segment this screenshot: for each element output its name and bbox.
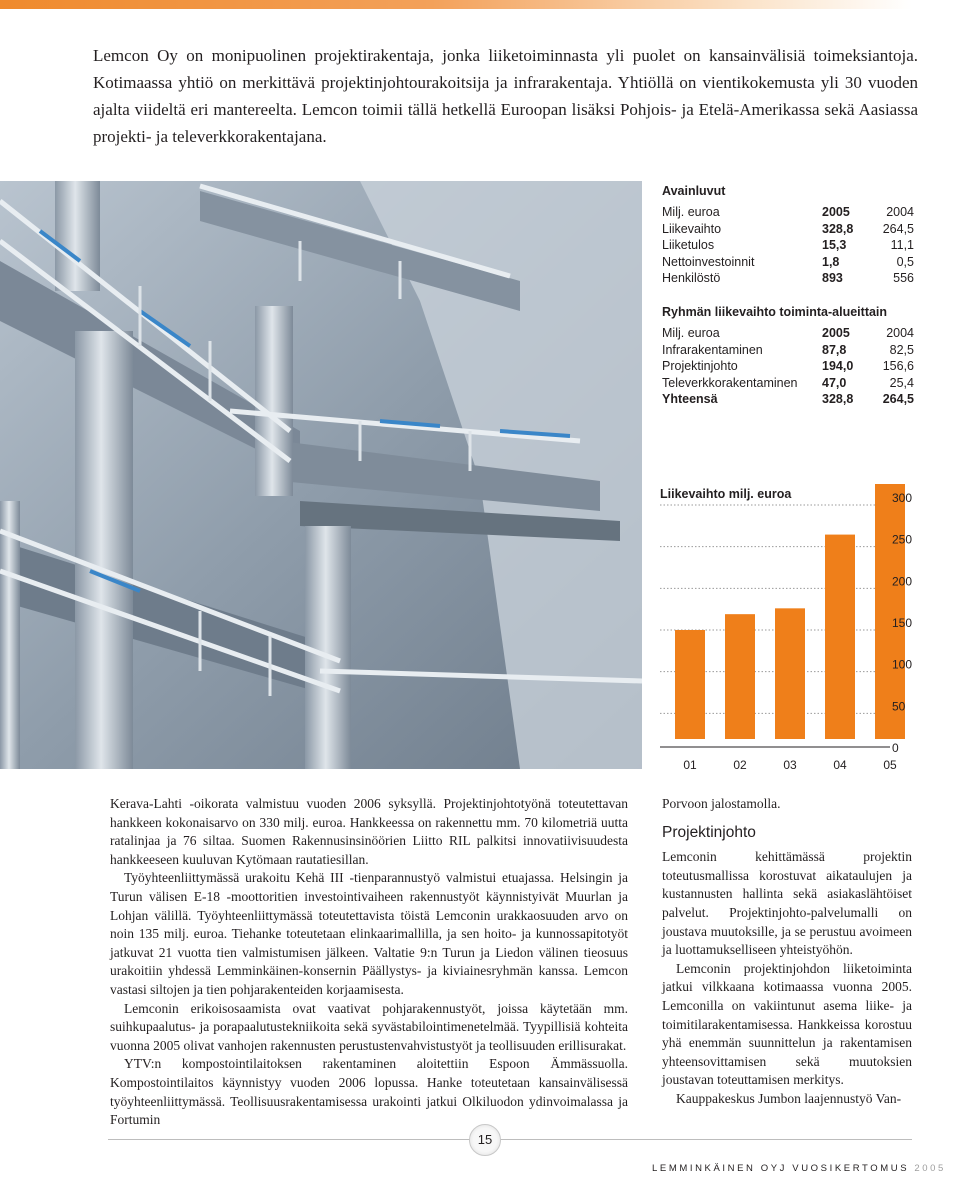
y-tick-label: 300 [892,491,913,505]
header-unit: Milj. euroa [662,205,720,219]
y-tick-label: 150 [892,616,913,630]
row-label: Projektinjohto [662,359,738,373]
intro-paragraph: Lemcon Oy on monipuolinen projektirakentaja, jonka liiketoiminnasta yli puolet on kansainvälisiä toimeksiantoja. Kotimaassa yhtiö on merkittävä projektinjohtourakoitsija ja infrarakentaja. Yhtiöllä on vientikokemusta yli 30 vuoden ajalta viideltä eri mantereelta. Lemcon toimii tällä hetkellä Euroopan lisäksi Pohjois- ja Etelä-Amerikassa sekä Aasiassa projekti- ja televerkkorakentajana. [93,46,918,146]
top-accent-stripe [0,0,960,9]
row-value-2004: 556 [893,271,914,285]
x-tick-label: 03 [783,758,797,772]
table-header-row [662,204,914,221]
bar-02 [725,614,755,739]
x-tick-label: 05 [883,758,897,772]
segments-title: Ryhmän liikevaihto toiminta-alueittain [662,305,888,319]
header-year-2004: 2004 [886,326,914,340]
body-paragraph: Lemconin projektinjohdon liiketoiminta jatkui vilkkaana kotimaassa vuonna 2005. Lemconilla on vakiintunut asema liike- ja toimitilarakentamisessa. Hankkeissa korostuu yhä enemmän suunnittelun ja rakentamisen yhteensovittamisen sekä muutoksien joustavan toteuttamisen merkitys. [662,960,912,1088]
table-row [662,221,914,238]
total-value-2004: 264,5 [882,392,914,406]
row-value-2004: 25,4 [889,375,914,390]
page-number-rule [108,1139,912,1140]
row-label: Nettoinvestoinnit [662,254,755,269]
table-row [662,270,914,287]
x-tick-label: 01 [683,758,697,772]
table-row [662,237,914,254]
table-row [662,358,914,375]
chart-title: Liikevaihto milj. euroa [660,487,792,501]
row-label: Infrarakentaminen [662,342,763,357]
row-value-2004: 0,5 [896,254,914,269]
concrete-stairwell-illustration [0,181,642,769]
body-text-left-column [110,795,628,1130]
key-figures-table [662,184,914,287]
y-tick-label: 200 [892,574,913,589]
body-paragraph: Kerava-Lahti -oikorata valmistuu vuoden 2006 syksyllä. Projektinjohtotyönä toteutettavan hankkeen kokonaisarvo on 330 milj. euroa. Hankkeessa on rakennettu mm. 70 kilometriä uutta ratalinjaa ja 76 siltaa. Suomen Rakennusinsinöörien Liitto RIL palkitsi innovatiivisuudesta hankkeeseen kuuluvan Kytömaan rautatiesillan. [110,796,628,867]
y-tick-label: 50 [892,699,906,714]
section-heading: Projektinjohto [662,823,756,841]
page-number: 15 [469,1124,501,1156]
table-row [662,342,914,359]
header-year-2004: 2004 [886,205,914,219]
row-value-2004: 264,5 [882,221,914,236]
body-paragraph-continued: Porvoon jalostamolla. [662,796,781,811]
header-unit: Milj. euroa [662,326,720,340]
row-label: Liikevaihto [662,221,722,236]
y-tick-label: 100 [892,657,913,672]
row-value-2005: 87,8 [822,342,847,357]
table-row [662,375,914,392]
x-tick-label: 02 [733,758,747,772]
x-tick-label: 04 [833,758,847,772]
body-text-right-column [662,795,912,1109]
y-tick-label: 0 [892,741,899,755]
body-paragraph: Työyhteenliittymässä urakoitu Kehä III -tienparannustyö valmistui etuajassa. Helsingin ja Turun välisen E-18 -moottoritien investointivaiheen rakennustyöt käynnistyivät Muurlan ja Lohjan välillä. Työyhteenliittymässä toteutettavista töistä Lemconin urakkaosuuden arvo on noin 135 milj. euroa. Tiehanke toteutetaan elinkaarimallilla, ja sen hoito- ja kunnossapitotyöt jatkuvat 21 vuotta tien valmistumisen jälkeen. Valtatie 9:n Turun ja Liedon välinen tieosuus urakoitiin yhdessä Lemminkäinen-konsernin Päällystys- ja kiviainesryhmän kanssa. Lemcon vastasi siltojen ja tien pohjarakenteiden korjaamisesta. [110,870,628,997]
row-value-2005: 194,0 [822,359,854,373]
row-value-2004: 11,1 [890,238,914,252]
row-value-2004: 82,5 [889,342,914,357]
bar-01 [675,630,705,739]
row-value-2005: 15,3 [822,238,847,252]
footer-company: LEMMINKÄINEN OYJ VUOSIKERTOMUS [652,1163,910,1174]
row-label: Henkilöstö [662,271,721,285]
row-label: Televerkkorakentaminen [662,375,798,390]
bar-03 [775,608,805,739]
row-value-2005: 47,0 [822,375,847,390]
segments-table [662,305,914,408]
footer-year: 2005 [914,1163,946,1174]
body-paragraph: YTV:n kompostointilaitoksen rakentaminen aloitettiin Espoon Ämmässuolla. Kompostointilaitos käynnistyy vuoden 2006 lopussa. Hanke toteutetaan kansainvälisessä työyhteenliittymässä. Teollisuusrakentamisessa urakointi jatkui Olkiluodon ydinvoimalassa ja Fortumin [110,1056,628,1128]
total-row [662,391,914,408]
body-paragraph: Lemconin erikoisosaamista ovat vaativat pohjarakennustyöt, joissa käytetään mm. suihkupaalutus- ja porapaalutustekniikoita sekä syvästabilointimenetelmää. Tyypillisiä kohteita vuonna 2005 olivat vanhojen rakennusten perustustenvahvistustyöt ja teollisuuden erillisurakat. [110,1000,628,1053]
row-value-2005: 1,8 [822,254,840,269]
total-label: Yhteensä [662,392,718,406]
table-header-row [662,325,914,342]
row-label: Liiketulos [662,238,715,252]
header-year-2005: 2005 [822,326,850,340]
body-paragraph: Kauppakeskus Jumbon laajennustyö Van- [676,1090,902,1106]
total-value-2005: 328,8 [822,392,854,406]
row-value-2005: 328,8 [822,221,854,236]
row-value-2004: 156,6 [882,359,914,373]
body-paragraph: Lemconin kehittämässä projektin toteutusmallissa korostuvat aikataulujen ja kustannusten hallinta sekä asiakaslähtöiset palvelut. Projektinjohto-palvelumalli on joustava muutoksille, ja se perustuu avoimeen ja luottamukselliseen yhteistyöhön. [662,849,912,958]
table-row [662,254,914,271]
construction-photo [0,181,642,769]
bar-04 [825,535,855,739]
y-tick-label: 250 [892,532,913,547]
row-value-2005: 893 [822,271,843,285]
header-year-2005: 2005 [822,205,850,219]
revenue-bar-chart [655,484,920,774]
key-figures-title: Avainluvut [662,184,726,198]
footer [652,1163,946,1174]
